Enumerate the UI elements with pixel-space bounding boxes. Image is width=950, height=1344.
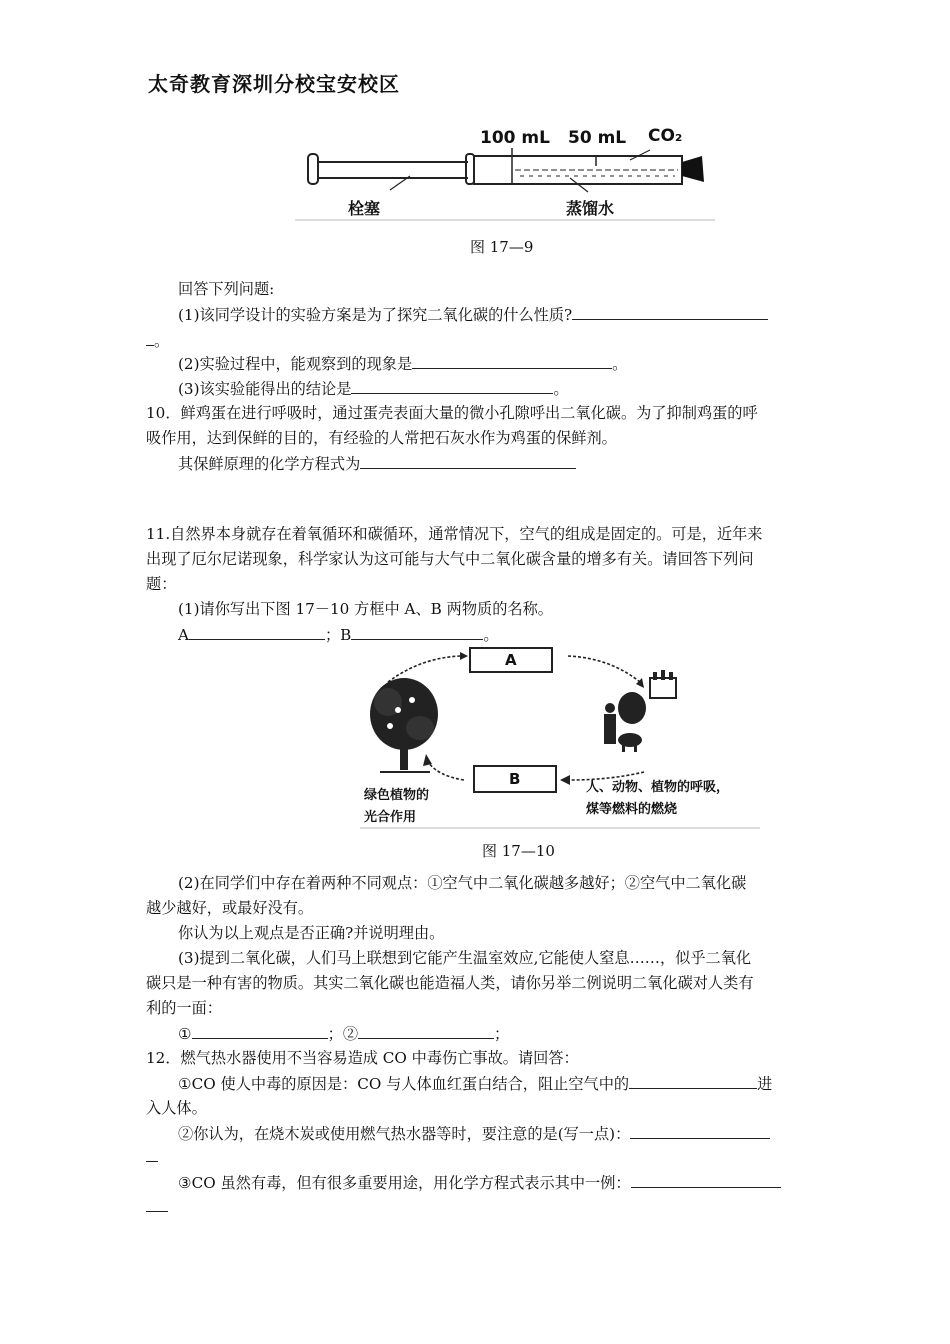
box-a-label: A xyxy=(505,651,517,669)
q12-item1-blank[interactable] xyxy=(629,1073,757,1089)
photosynthesis-label-2: 光合作用 xyxy=(364,810,417,825)
q11-part1-end: 。 xyxy=(483,626,499,644)
q9-part3 xyxy=(178,378,569,399)
q10-line3 xyxy=(178,453,576,474)
q11-line1: 11.自然界本身就存在着氧循环和碳循环，通常情况下，空气的组成是固定的。可是，近年来 xyxy=(146,525,763,543)
q9-part3-end: 。 xyxy=(553,380,569,398)
q9-part3-text: (3)该实验能得出的结论是 xyxy=(178,380,352,398)
q11-a-label: A xyxy=(178,626,189,644)
label-100ml: 100 mL xyxy=(480,128,550,148)
q9-part2-blank[interactable] xyxy=(412,353,612,369)
q9-part1-end: 。 xyxy=(154,332,170,350)
q11-b-label: ；B xyxy=(324,626,352,644)
q12-item1-text: ①CO 使人中毒的原因是：CO 与人体血红蛋白结合，阻止空气中的 xyxy=(178,1075,630,1093)
q12-item3-blank[interactable] xyxy=(631,1172,781,1188)
q9-part1-cont xyxy=(146,330,169,351)
q12-item1 xyxy=(178,1073,772,1094)
q12-item3-text: ③CO 虽然有毒，但有很多重要用途，用化学方程式表示其中一例： xyxy=(178,1174,631,1192)
q11-part2-line3: 你认为以上观点是否正确?并说明理由。 xyxy=(178,924,445,942)
q11-part3-line3: 利的一面： xyxy=(146,999,222,1017)
box-b-label: B xyxy=(509,770,521,788)
q11-line2: 出现了厄尔尼诺现象，科学家认为这可能与大气中二氧化碳含量的增多有关。请回答下列问 xyxy=(146,550,754,568)
q9-intro: 回答下列问题: xyxy=(178,280,275,298)
q12-item2-blank-cont[interactable] xyxy=(146,1161,158,1162)
figure-17-10 xyxy=(360,644,760,830)
q9-part1-text: (1)该同学设计的实验方案是为了探究二氧化碳的什么性质? xyxy=(178,306,573,324)
q9-part2-end: 。 xyxy=(612,355,628,373)
label-50ml: 50 mL xyxy=(568,128,627,148)
q11-c1-blank[interactable] xyxy=(192,1023,328,1039)
q9-part2 xyxy=(178,353,627,374)
label-plunger: 栓塞 xyxy=(348,199,381,218)
q11-part2-line2: 越少越好，或最好没有。 xyxy=(146,899,314,917)
q9-part1-blank[interactable] xyxy=(572,304,768,320)
q12-item2 xyxy=(178,1123,770,1144)
q9-part2-text: (2)实验过程中，能观察到的现象是 xyxy=(178,355,413,373)
q11-part3-answers xyxy=(178,1023,509,1044)
q11-c-end: ； xyxy=(494,1025,510,1043)
q10-equation-blank[interactable] xyxy=(360,453,576,469)
respiration-label-1: 人、动物、植物的呼吸， xyxy=(586,780,730,795)
q12-item1-line2: 入人体。 xyxy=(146,1099,207,1117)
figure-17-10-caption: 图 17—10 xyxy=(482,842,555,860)
photosynthesis-label-1: 绿色植物的 xyxy=(364,788,430,803)
q10-line3-text: 其保鲜原理的化学方程式为 xyxy=(178,455,361,473)
q9-part1 xyxy=(178,304,768,325)
label-co2: CO₂ xyxy=(648,126,683,146)
q12-line1: 12．燃气热水器使用不当容易造成 CO 中毒伤亡事故。请回答： xyxy=(146,1049,579,1067)
q12-item3-blank-cont[interactable] xyxy=(146,1211,168,1212)
figure-17-9-caption: 图 17—9 xyxy=(470,238,534,256)
q10-line1: 10．鲜鸡蛋在进行呼吸时，通过蛋壳表面大量的微小孔隙呼出二氧化碳。为了抑制鸡蛋的呼 xyxy=(146,404,758,422)
figure-17-9 xyxy=(290,118,720,228)
label-distilled-water: 蒸馏水 xyxy=(566,199,615,218)
q11-part2-line1: (2)在同学们中存在着两种不同观点：①空气中二氧化碳越多越好；②空气中二氧化碳 xyxy=(178,874,747,892)
q9-part3-blank[interactable] xyxy=(351,378,553,394)
q11-c2-label: ；② xyxy=(327,1025,358,1043)
q12-item1-end: 进 xyxy=(757,1075,773,1093)
respiration-label-2: 煤等燃料的燃烧 xyxy=(586,802,678,817)
q11-part3-line2: 碳只是一种有害的物质。其实二氧化碳也能造福人类，请你另举二例说明二氧化碳对人类有 xyxy=(146,974,754,992)
q11-a-blank[interactable] xyxy=(189,624,325,640)
q12-item2-text: ②你认为，在烧木炭或使用燃气热水器等时，要注意的是(写一点)： xyxy=(178,1125,631,1143)
q11-part1-answers xyxy=(178,624,499,645)
q12-item3 xyxy=(178,1172,781,1193)
q11-part3-line1: (3)提到二氧化碳，人们马上联想到它能产生温室效应,它能使人窒息……，似乎二氧化 xyxy=(178,949,752,967)
q11-line3: 题： xyxy=(146,575,177,593)
q10-line2: 吸作用，达到保鲜的目的，有经验的人常把石灰水作为鸡蛋的保鲜剂。 xyxy=(146,429,617,447)
q11-part1: (1)请你写出下图 17－10 方框中 A、B 两物质的名称。 xyxy=(178,600,553,618)
page-header-title: 太奇教育深圳分校宝安校区 xyxy=(148,72,400,96)
q11-b-blank[interactable] xyxy=(351,624,483,640)
q11-c2-blank[interactable] xyxy=(358,1023,494,1039)
q9-part1-blank-cont[interactable] xyxy=(146,330,154,346)
q11-c1-label: ① xyxy=(178,1025,192,1043)
q12-item2-blank[interactable] xyxy=(630,1123,770,1139)
